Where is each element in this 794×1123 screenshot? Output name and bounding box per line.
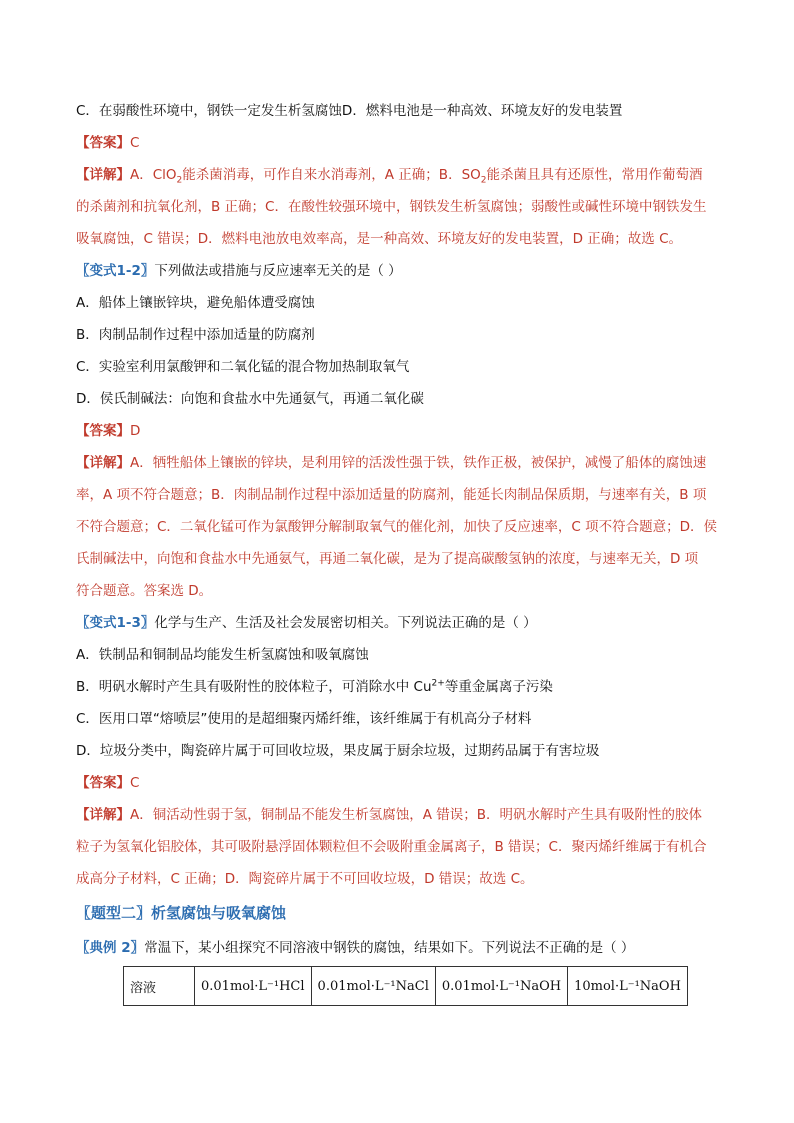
detail-2-line-2: 率，A 项不符合题意；B．肉制品制作过程中添加适量的防腐剂，能延长肉制品保质期，与速率有关，B 项: [76, 487, 707, 503]
example-2-stem: 〖典例 2〗常温下，某小组探究不同溶液中钢铁的腐蚀，结果如下。下列说法不正确的是（ ）: [76, 940, 635, 956]
example-tag: 〖典例 2〗: [76, 940, 145, 956]
q3-option-d: D．垃圾分类中，陶瓷碎片属于可回收垃圾，果皮属于厨余垃圾，过期药品属于有害垃圾: [76, 743, 600, 759]
detail-1-line-3: 吸氧腐蚀，C 错误；D．燃料电池放电效率高，是一种高效、环境友好的发电装置，D 正确；故选 C。: [76, 231, 683, 247]
answer-line-1: [76, 133, 726, 153]
detail-1-line-1: 【详解】A．ClO$_2$能杀菌消毒，可作自来水消毒剂，A 正确；B．$SO_2$能杀菌且具有还原性，常用作葡萄酒: [76, 167, 703, 186]
q2-option-c: C．实验室利用氯酸钾和二氧化锰的混合物加热制取氧气: [76, 359, 410, 375]
q3-option-c: C．医用口罩“熔喷层”使用的是超细聚丙烯纤维，该纤维属于有机高分子材料: [76, 711, 532, 727]
q2-option-b: B．肉制品制作过程中添加适量的防腐剂: [76, 327, 315, 343]
detail-1-line-2: 的杀菌剂和抗氧化剂，B 正确；C．在酸性较强环境中，钢铁发生析氢腐蚀；弱酸性或碱性环境中钢铁发生: [76, 199, 707, 215]
table-header-cell: 溶液: [124, 967, 195, 1006]
table-cell: 10mol·L⁻¹NaOH: [568, 967, 688, 1006]
detail-2-line-3: 不符合题意；C．二氧化锰可作为氯酸钾分解制取氧气的催化剂，加快了反应速率，C 项不符合题意；D．侯: [76, 519, 718, 535]
answer-label: 【答案】: [76, 135, 130, 151]
table-cell: 0.01mol·L⁻¹NaOH: [435, 967, 567, 1006]
answer-value: C: [130, 135, 140, 151]
detail-3-line-3: 成高分子材料，C 正确；D．陶瓷碎片属于不可回收垃圾，D 错误；故选 C。: [76, 871, 534, 887]
variant-tag: 〖变式1-2〗: [76, 263, 155, 279]
detail-2-line-1: 【详解】A．牺牲船体上镶嵌的锌块，是利用锌的活泼性强于铁，铁作正极，被保护，减慢了船体的腐蚀速: [76, 455, 707, 471]
q3-option-b: B．明矾水解时产生具有吸附性的胶体粒子，可消除水中 $Cu^{2+}$等重金属离子污染: [76, 678, 553, 695]
table-cell: 0.01mol·L⁻¹HCl: [195, 967, 312, 1006]
section-title: 〖题型二〗析氢腐蚀与吸氧腐蚀: [76, 904, 287, 922]
table-row: [124, 967, 688, 1006]
question-1-3-stem: 〖变式1-3〗化学与生产、生活及社会发展密切相关。下列说法正确的是（ ）: [76, 615, 537, 631]
option-c-d-line: C．在弱酸性环境中，钢铁一定发生析氢腐蚀D．燃料电池是一种高效、环境友好的发电装置: [76, 103, 623, 119]
question-1-2-stem: 〖变式1-2〗下列做法或措施与反应速率无关的是（ ）: [76, 263, 402, 279]
q3-option-a: A．铁制品和铜制品均能发生析氢腐蚀和吸氧腐蚀: [76, 647, 369, 663]
table-cell: 0.01mol·L⁻¹NaCl: [311, 967, 435, 1006]
variant-tag: 〖变式1-3〗: [76, 615, 155, 631]
q2-option-d: D．侯氏制碱法：向饱和食盐水中先通氨气，再通二氧化碳: [76, 391, 424, 407]
solution-table: [123, 966, 688, 1006]
answer-line-2: 【答案】D: [76, 423, 141, 439]
detail-3-line-1: 【详解】A．铜活动性弱于氢，铜制品不能发生析氢腐蚀，A 错误；B．明矾水解时产生具有吸附性的胶体: [76, 807, 703, 823]
q2-option-a: A．船体上镶嵌锌块，避免船体遭受腐蚀: [76, 295, 315, 311]
detail-2-line-5: 符合题意。答案选 D。: [76, 583, 213, 599]
detail-2-line-4: 氏制碱法中，向饱和食盐水中先通氨气，再通二氧化碳，是为了提高碳酸氢钠的浓度，与速率无关，D 项: [76, 551, 699, 567]
detail-label: 【详解】: [76, 167, 130, 183]
answer-line-3: 【答案】C: [76, 775, 140, 791]
detail-3-line-2: 粒子为氢氧化铝胶体，其可吸附悬浮固体颗粒但不会吸附重金属离子，B 错误；C．聚丙烯纤维属于有机合: [76, 839, 707, 855]
